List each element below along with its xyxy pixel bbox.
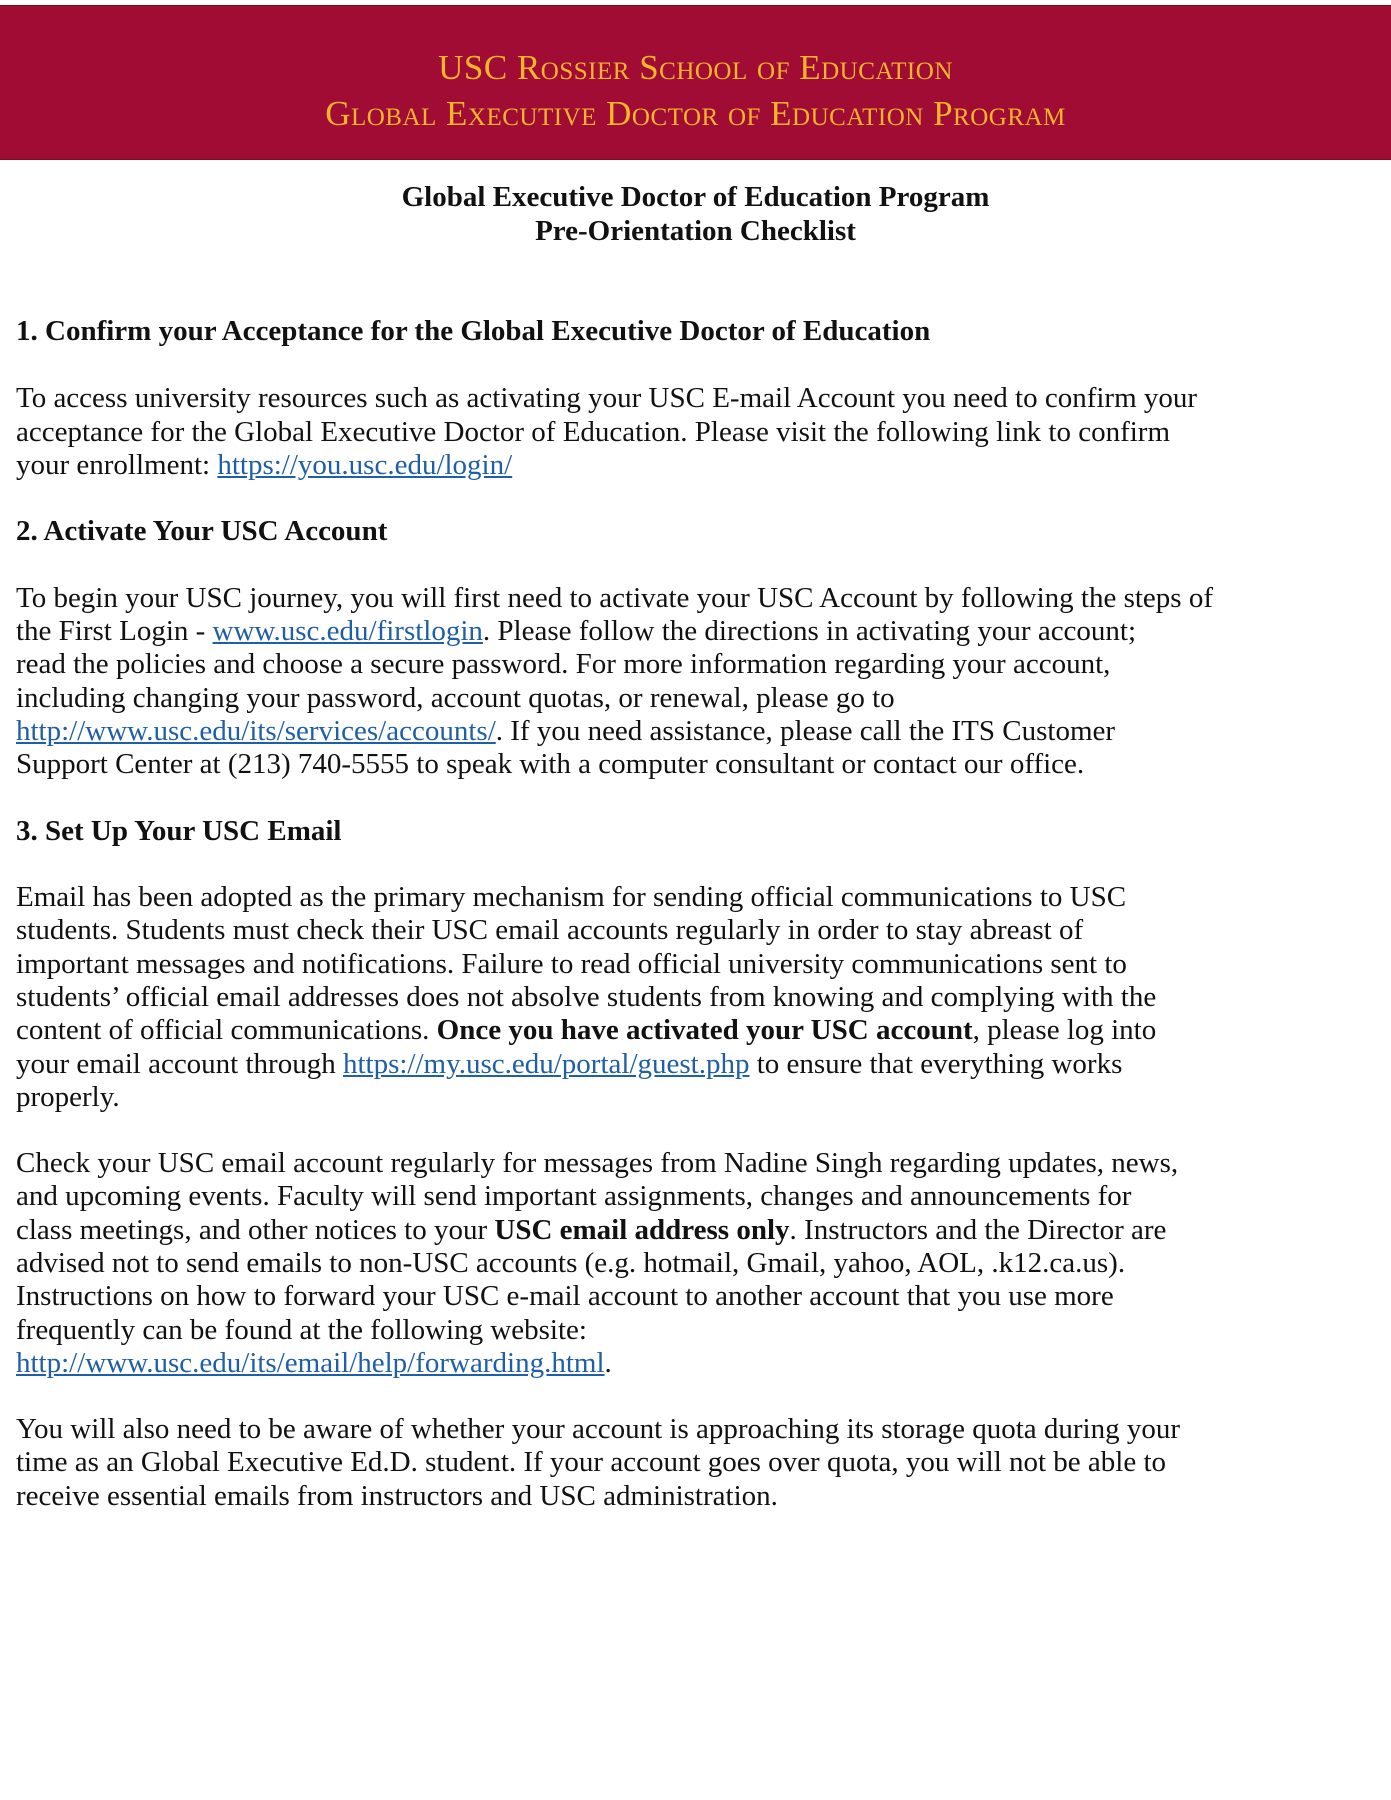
paragraph-line: frequently can be found at the following website: [16, 1314, 587, 1346]
school-name: USC Rossier School of Education [438, 48, 953, 87]
emphasis-text: USC email address only [494, 1214, 790, 1246]
paragraph-line: time as an Global Executive Ed.D. student. If your account goes over quota, you will not be able to [16, 1446, 1167, 1478]
paragraph-line: receive essential emails from instructors and USC administration. [16, 1480, 778, 1512]
emphasis-text: Once you have activated your USC account [436, 1014, 973, 1046]
its-accounts-link[interactable]: http://www.usc.edu/its/services/accounts/ [16, 715, 496, 747]
paragraph-line: read the policies and choose a secure password. For more information regarding your account, [16, 648, 1111, 680]
text: . If you need assistance, please call the ITS Customer [495, 715, 1116, 747]
paragraph-line: You will also need to be aware of whether your account is approaching its storage quota during your [16, 1413, 1181, 1445]
first-login-link[interactable]: www.usc.edu/firstlogin [212, 615, 483, 647]
program-name: Global Executive Doctor of Education Program [325, 94, 1066, 133]
header-banner [0, 5, 1391, 160]
paragraph-line: Email has been adopted as the primary mechanism for sending official communications to USC [16, 881, 1127, 913]
paragraph-line: advised not to send emails to non-USC accounts (e.g. hotmail, Gmail, yahoo, AOL, .k12.ca.us). [16, 1247, 1126, 1279]
email-forwarding-link[interactable]: http://www.usc.edu/its/email/help/forwarding.html [16, 1347, 605, 1379]
paragraph-line: Support Center at (213) 740-5555 to speak with a computer consultant or contact our office. [16, 748, 1085, 780]
paragraph-line: students’ official email addresses does not absolve students from knowing and complying with the [16, 981, 1157, 1013]
text: to ensure that everything works [749, 1048, 1123, 1080]
paragraph-line: properly. [16, 1081, 120, 1113]
text: your enrollment: [16, 449, 218, 481]
document-title: Global Executive Doctor of Education Program [401, 181, 990, 213]
paragraph-line: To access university resources such as activating your USC E-mail Account you need to confirm your [16, 382, 1198, 414]
paragraph-line: Instructions on how to forward your USC e-mail account to another account that you use more [16, 1280, 1114, 1312]
text: your email account through [16, 1048, 343, 1080]
paragraph-line: acceptance for the Global Executive Doctor of Education. Please visit the following link to confirm [16, 416, 1170, 448]
paragraph-line [16, 1013, 1156, 1047]
confirm-enrollment-link[interactable]: https://you.usc.edu/login/ [217, 449, 513, 481]
paragraph-line: and upcoming events. Faculty will send important assignments, changes and announcements for [16, 1180, 1132, 1212]
paragraph-line [16, 1047, 1122, 1081]
email-portal-link[interactable]: https://my.usc.edu/portal/guest.php [342, 1048, 750, 1080]
paragraph-line [16, 714, 1115, 748]
paragraph-line [16, 1213, 1166, 1247]
paragraph-line: students. Students must check their USC email accounts regularly in order to stay abreast of [16, 914, 1084, 946]
section-2-heading: 2. Activate Your USC Account [16, 515, 388, 547]
section-3-heading: 3. Set Up Your USC Email [16, 815, 342, 847]
paragraph-line: including changing your password, account quotas, or renewal, please go to [16, 682, 895, 714]
paragraph-line: To begin your USC journey, you will first need to activate your USC Account by following the steps of [16, 582, 1214, 614]
paragraph-line [16, 614, 1136, 648]
section-1-heading: 1. Confirm your Acceptance for the Global Executive Doctor of Education [16, 315, 931, 347]
document-subtitle: Pre-Orientation Checklist [535, 215, 856, 247]
paragraph-line [16, 448, 512, 482]
text: . Please follow the directions in activating your account; [482, 615, 1137, 647]
text: . Instructors and the Director are [789, 1214, 1167, 1246]
text: the First Login - [16, 615, 213, 647]
text: . [604, 1347, 612, 1379]
paragraph-line: important messages and notifications. Failure to read official university communications sent to [16, 948, 1127, 980]
text: , please log into [972, 1014, 1157, 1046]
text: content of official communications. [16, 1014, 437, 1046]
text: class meetings, and other notices to your [16, 1214, 495, 1246]
paragraph-line: Check your USC email account regularly for messages from Nadine Singh regarding updates, news, [16, 1147, 1179, 1179]
paragraph-line [16, 1346, 612, 1380]
